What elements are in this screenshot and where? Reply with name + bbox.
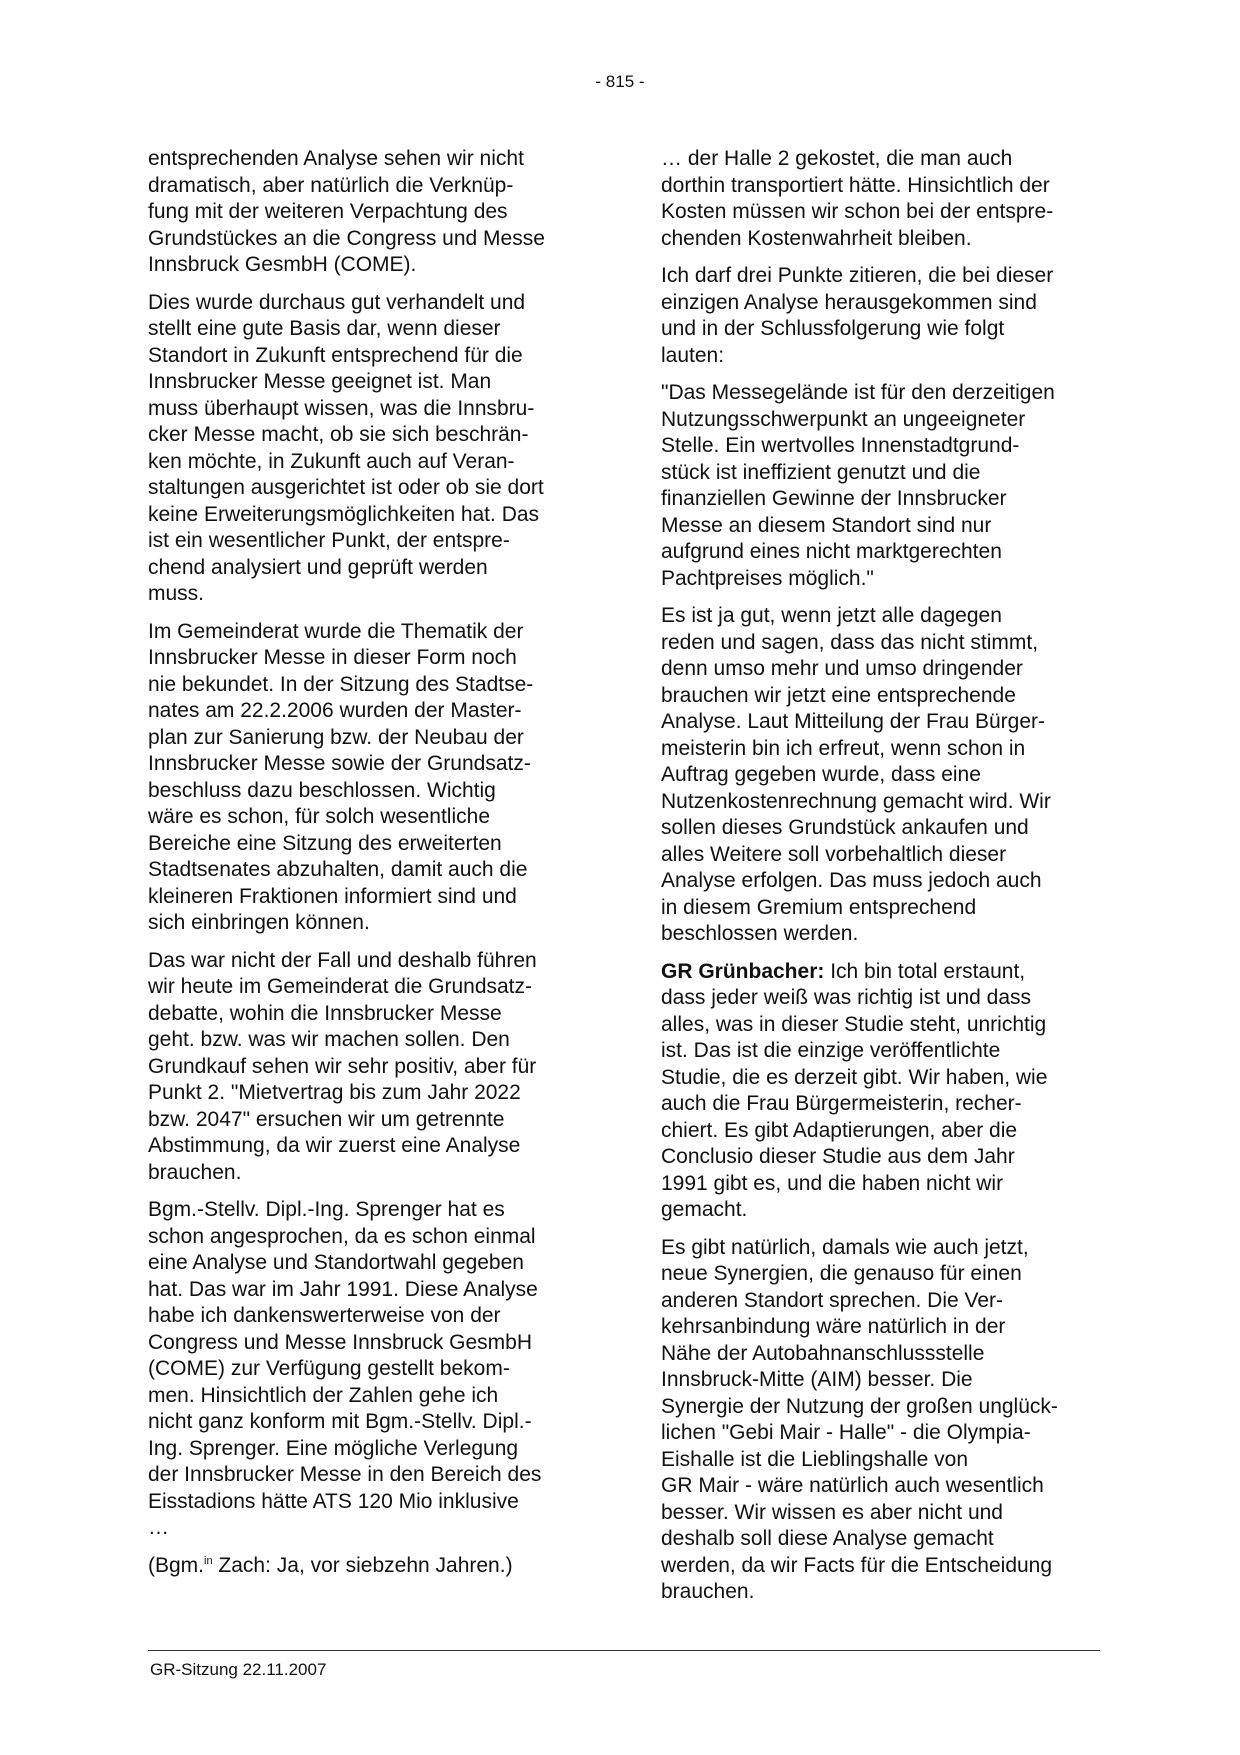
page-number: - 815 -	[595, 72, 645, 91]
footer-session-date: GR-Sitzung 22.11.2007	[150, 1660, 327, 1679]
paragraph: Ich darf drei Punkte zitieren, die bei dieser einzigen Analyse herausgekommen sind und in der Schlussfolgerung wie folgt lauten:	[661, 264, 1054, 367]
paragraph: … der Halle 2 gekostet, die man auch dorthin transportiert hätte. Hinsichtlich der Kosten müssen wir schon bei der entspre- chenden Kostenwahrheit bleiben.	[661, 147, 1054, 250]
interjection-prefix: (Bgm.	[148, 1553, 205, 1577]
paragraph: Bgm.-Stellv. Dipl.-Ing. Sprenger hat es schon angesprochen, da es schon einmal eine Analyse und Standortwahl gegeben hat. Das war im Jahr 1991. Diese Analyse habe ich dankenswerterweise von der Congress und Messe Innsbruck GesmbH (COME) zur Verfügung gestellt bekom- men. Hinsichtlich der Zahlen gehe ich nicht ganz konform mit Bgm.-Stellv. Dipl.- Ing. Sprenger. Eine mögliche Verlegung der Innsbrucker Messe in den Bereich des Eisstadions hätte ATS 120 Mio inklusive …	[148, 1198, 542, 1539]
superscript: in	[204, 1554, 213, 1567]
speaker-paragraph	[661, 959, 1101, 1224]
speaker-text: Ich bin total erstaunt, dass jeder weiß was richtig ist und dass alles, was in dieser Studie steht, unrichtig ist. Das ist die einzige veröffentlichte Studie, die es derzeit gibt. Wir haben, wie auch die Frau Bürgermeisterin, recher- chiert. Es gibt Adaptierungen, aber die Conclusio dieser Studie aus dem Jahr 1991 gibt es, und die haben nicht wir gemacht.	[661, 959, 1048, 1221]
interjection-text: Zach: Ja, vor siebzehn Jahren.)	[212, 1553, 513, 1577]
footer-divider	[148, 1650, 1100, 1651]
paragraph: Das war nicht der Fall und deshalb führen wir heute im Gemeinderat die Grundsatz- debatte, wohin die Innsbrucker Messe geht. bzw. was wir machen sollen. Den Grundkauf sehen wir sehr positiv, aber für Punkt 2. "Mietvertrag bis zum Jahr 2022 bzw. 2047" ersuchen wir um getrennte Abstimmung, da wir zuerst eine Analyse brauchen.	[148, 948, 537, 1184]
paragraph: Dies wurde durchaus gut verhandelt und stellt eine gute Basis dar, wenn dieser Standort in Zukunft entsprechend für die Innsbrucker Messe geeignet ist. Man muss überhaupt wissen, was die Innsbru- cker Messe macht, ob sie sich beschrän- ken möchte, in Zukunft auch auf Veran- staltungen ausgerichtet ist oder ob sie dort keine Erweiterungsmöglichkeiten hat. Das ist ein wesentlicher Punkt, der entspre- chend analysiert und geprüft werden muss.	[148, 290, 544, 605]
right-column	[661, 146, 1101, 1617]
paragraph: Es gibt natürlich, damals wie auch jetzt, neue Synergien, die genauso für einen anderen Standort sprechen. Die Ver- kehrsanbindung wäre natürlich in der Nähe der Autobahnanschlussstelle Innsbruck-Mitte (AIM) besser. Die Synergie der Nutzung der großen unglück- lichen "Gebi Mair - Halle" - die Olympia- Eishalle ist die Lieblingshalle von GR Mair - wäre natürlich auch wesentlich besser. Wir wissen es aber nicht und deshalb soll diese Analyse gemacht werden, da wir Facts für die Entscheidung brauchen.	[661, 1235, 1058, 1603]
paragraph: Im Gemeinderat wurde die Thematik der Innsbrucker Messe in dieser Form noch nie bekundet. In der Sitzung des Stadtse- nates am 22.2.2006 wurden der Master- plan zur Sanierung bzw. der Neubau der Innsbrucker Messe sowie der Grundsatz- beschluss dazu beschlossen. Wichtig wäre es schon, für solch wesentliche Bereiche eine Sitzung des erweiterten Stadtsenates abzuhalten, damit auch die kleineren Fraktionen informiert sind und sich einbringen können.	[148, 619, 534, 934]
left-column	[148, 146, 588, 1590]
paragraph: Es ist ja gut, wenn jetzt alle dagegen reden und sagen, dass das nicht stimmt, denn umso mehr und umso dringender brauchen wir jetzt eine entsprechende Analyse. Laut Mitteilung der Frau Bürger- meisterin bin ich erfreut, wenn schon in Auftrag gegeben wurde, dass eine Nutzenkostenrechnung gemacht wird. Wir sollen dieses Grundstück ankaufen und alles Weitere soll vorbehaltlich dieser Analyse erfolgen. Das muss jedoch auch in diesem Gremium entsprechend beschlossen werden.	[661, 604, 1051, 945]
quotation: "Das Messegelände ist für den derzeitigen Nutzungsschwerpunkt an ungeeigneter Stelle. Ein wertvolles Innenstadtgrund- stück ist ineffizient genutzt und die finanziellen Gewinne der Innsbrucker Messe an diesem Standort sind nur aufgrund eines nicht marktgerechten Pachtpreises möglich."	[661, 381, 1055, 590]
speaker-name: GR Grünbacher:	[661, 959, 825, 983]
interjection	[148, 1553, 588, 1580]
paragraph: entsprechenden Analyse sehen wir nicht dramatisch, aber natürlich die Verknüp- fung mit der weiteren Verpachtung des Grundstückes an die Congress und Messe Innsbruck GesmbH (COME).	[148, 147, 545, 276]
